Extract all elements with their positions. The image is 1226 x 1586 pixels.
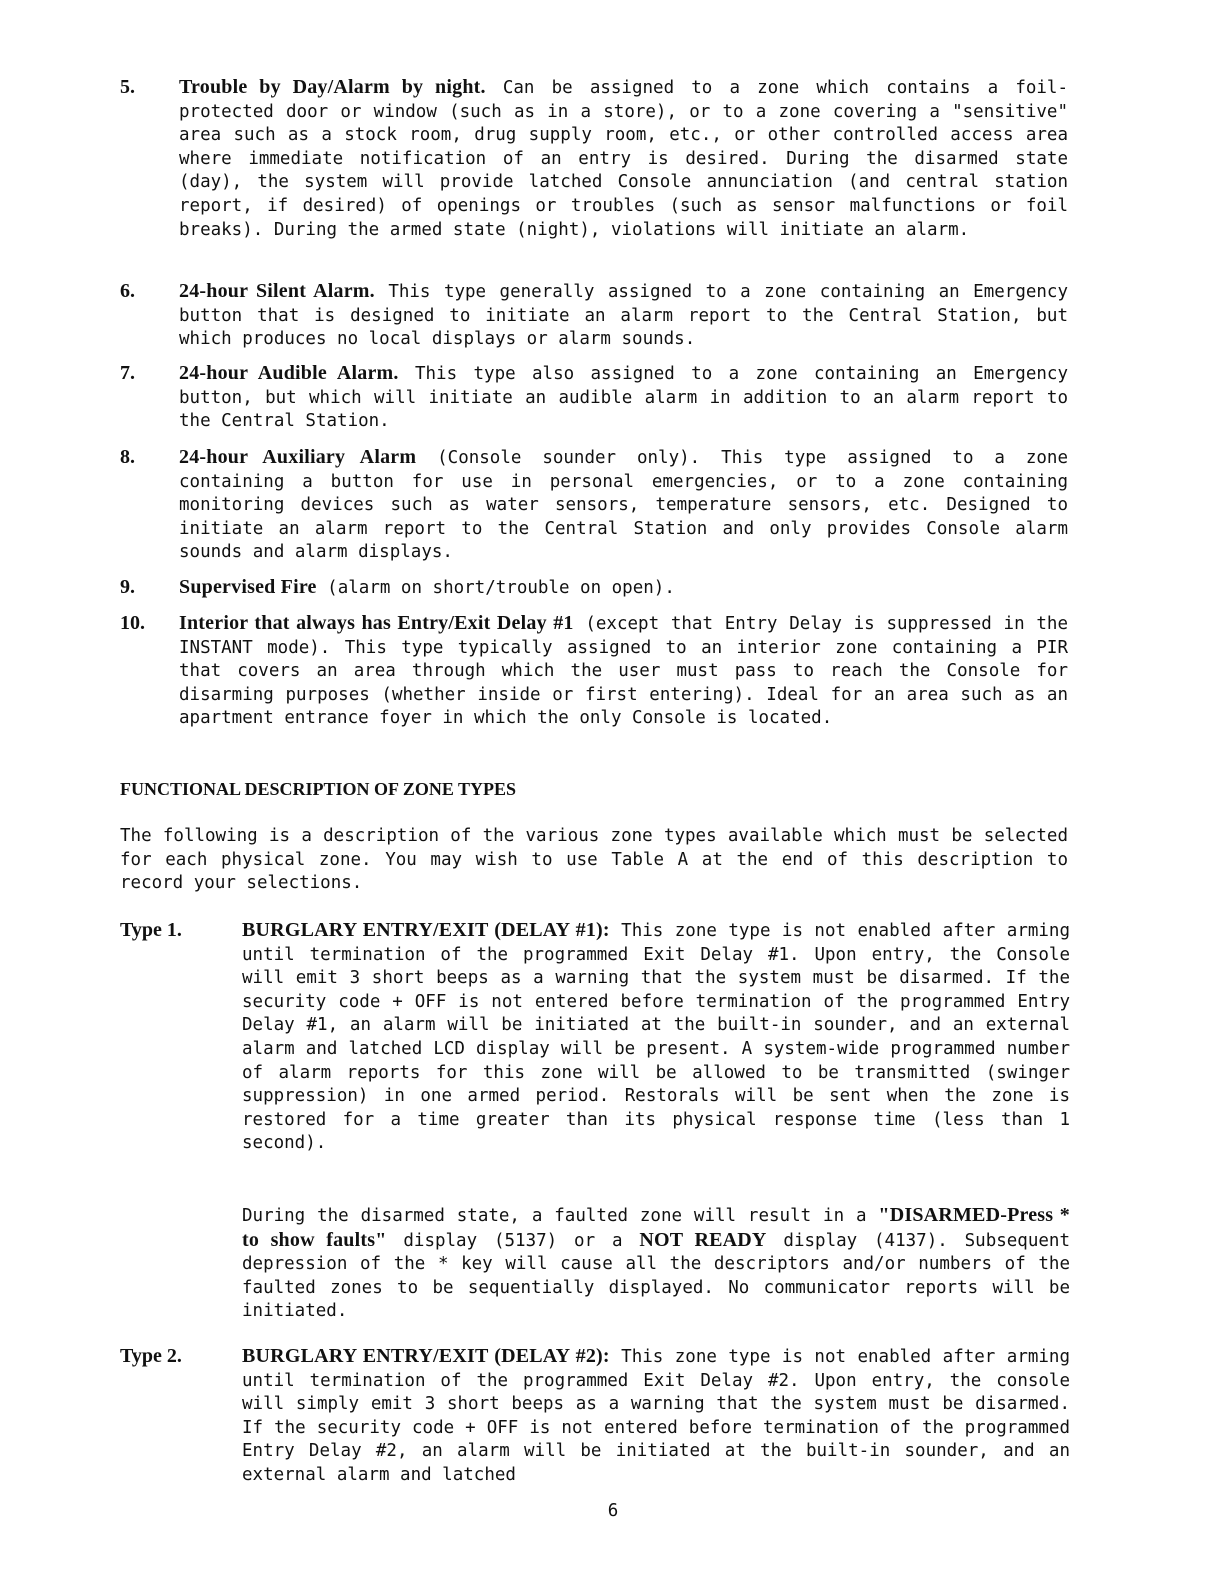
item-text: (except that Entry Delay is suppressed in the INSTANT mode). This type typically assigned to an interior zone containing a PIR that covers an area through which the user must pass to reach the Console for disarming purposes (whether inside or first entering). Ideal for an area such as an apartment entrance foyer in which the only Console is located. [179,614,1068,729]
zone-type-item-6 [120,280,1068,352]
type-2-entry [120,1345,1070,1488]
section-heading: FUNCTIONAL DESCRIPTION OF ZONE TYPES [120,779,517,799]
type-1-entry [120,919,1070,1156]
item-title: 24-hour Audible Alarm. [179,362,399,384]
item-title: 24-hour Silent Alarm. [179,280,375,302]
item-number: 6. [120,280,135,302]
item-text: (Console sounder only). This type assigned to a zone containing a button for use in personal emergencies, or to a zone containing monitoring devices such as water sensors, temperature sensors, etc. Designed to initiate an alarm report to the Central Station and only provides Console alarm sounds and alarm displays. [179,448,1068,563]
item-body [179,280,1068,352]
type-label: Type 2. [120,1345,182,1367]
type-text: This zone type is not enabled after arming until termination of the programmed Exit Delay #2. Upon entry, the console will simply emit 3 short beeps as a warning that the system must be disarmed. If the security code + OFF is not entered before termination of the programmed Entry Delay #2, an alarm will be initiated at the built-in sounder, and an external alarm and latched [242,1347,1070,1485]
item-body [179,362,1068,434]
bold-display-text: "DISARMED-Press * to show faults" [242,1204,1070,1251]
zone-type-item-8 [120,446,1068,565]
zone-type-item-10 [120,612,1068,731]
type-label: Type 1. [120,919,182,941]
type-body [242,1345,1070,1488]
item-text: This type also assigned to a zone containing an Emergency button, but which will initiate an audible alarm in addition to an alarm report to the Central Station. [179,364,1068,432]
item-body [179,76,1068,242]
zone-type-item-5 [120,76,1068,242]
item-body [179,446,1068,565]
item-number: 7. [120,362,135,384]
item-body [179,576,1068,601]
item-body [179,612,1068,731]
item-number: 10. [120,612,145,634]
item-title: Trouble by Day/Alarm by night. [179,76,486,98]
item-number: 9. [120,576,135,598]
item-text: (alarm on short/trouble on open). [316,578,675,598]
item-number: 8. [120,446,135,468]
zone-type-item-7 [120,362,1068,434]
type-body [242,919,1070,1156]
page-number: 6 [607,1501,619,1521]
item-text: Can be assigned to a zone which contains a foil-protected door or window (such as in a store), or to a zone covering a "sensitive" area such as a stock room, drug supply room, etc., or other controlled access area where immediate notification of an entry is desired. During the disarmed state (day), the system will provide latched Console annunciation (and central station report, if desired) of openings or troubles (such as sensor malfunctions or foil breaks). During the armed state (night), violations will initiate an alarm. [179,78,1069,240]
type-text: This zone type is not enabled after arming until termination of the programmed Exit Delay #1. Upon entry, the Console will emit 3 short beeps as a warning that the system must be disarmed. If the security code + OFF is not entered before termination of the programmed Entry Delay #1, an alarm will be initiated at the built-in sounder, and an external alarm and latched LCD display will be present. A system-wide programmed number of alarm reports for this zone will be allowed to be transmitted (swinger suppression) in one armed period. Restorals will be sent when the zone is restored for a time greater than its physical response time (less than 1 second). [242,921,1070,1154]
item-title: Interior that always has Entry/Exit Delay #1 [179,612,574,634]
intro-paragraph: The following is a description of the various zone types available which must be selected for each physical zone. You may wish to use Table A at the end of this description to record your selections. [120,826,1068,894]
type-title: BURGLARY ENTRY/EXIT (DELAY #1): [242,919,610,941]
item-title: 24-hour Auxiliary Alarm [179,446,417,468]
paragraph-text: During the disarmed state, a faulted zone will result in a [242,1206,879,1226]
type-1-disarmed-paragraph [242,1204,1070,1324]
paragraph-text: display (5137) or a [386,1230,640,1251]
item-number: 5. [120,76,135,98]
item-title: Supervised Fire [179,576,317,598]
paragraph-text: display (4137). Subsequent depression of the * key will cause all the descriptors and/or numbers of the faulted zones to be sequentially displayed. No communicator reports will be initiated. [242,1230,1070,1322]
bold-display-text: NOT READY [639,1228,767,1251]
zone-type-item-9 [120,576,1068,601]
type-title: BURGLARY ENTRY/EXIT (DELAY #2): [242,1345,610,1367]
item-text: This type generally assigned to a zone containing an Emergency button that is designed to initiate an alarm report to the Central Station, but which produces no local displays or alarm sounds. [179,282,1069,350]
